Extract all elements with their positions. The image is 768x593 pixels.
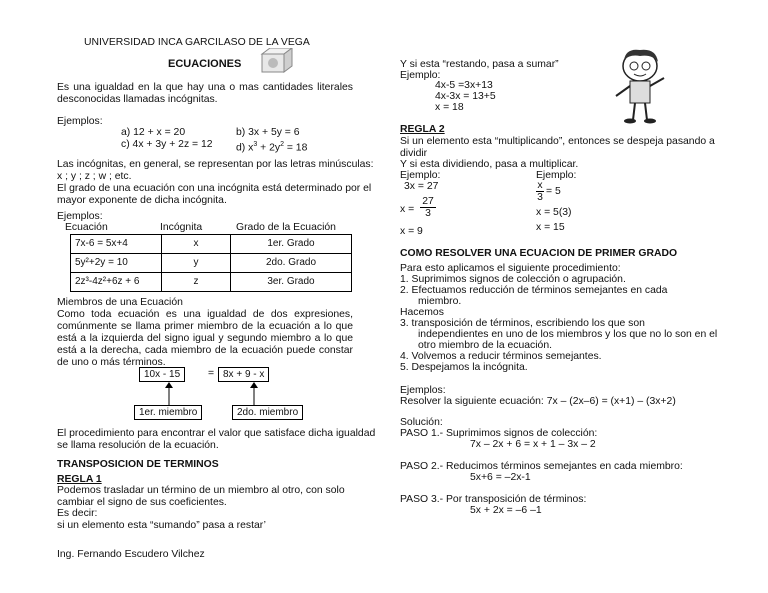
table-row bbox=[71, 235, 352, 254]
resolucion-line-1: El procedimiento para encontrar el valor que satisface dicha igualdad bbox=[57, 428, 376, 439]
example-b: b) 3x + 5y = 6 bbox=[236, 127, 300, 138]
example-d: d) $x^3 + 2y^2 = 18$ bbox=[236, 141, 308, 154]
step-5: 5. Despejamos la incógnita. bbox=[400, 362, 528, 373]
ejemplos2-label: Ejemplos: bbox=[57, 211, 103, 222]
regla2-eq-b2: x = 5(3) bbox=[536, 207, 572, 218]
fraction-numerator: x bbox=[537, 180, 543, 191]
second-member-box: 8x + 9 - x bbox=[218, 367, 269, 382]
col-header-incognita: Incógnita bbox=[160, 222, 203, 233]
regla1-cont-line-1: Y si esta “restando, pasa a sumar” bbox=[400, 59, 559, 70]
step-2-line-1: 2. Efectuamos reducción de términos semejantes en cada bbox=[400, 285, 668, 296]
intro-paragraph: Es una igualdad en la que hay una o mas cantidades literales desconocidas llamadas incógnitas. bbox=[57, 82, 353, 105]
section-title-ecuaciones: ECUACIONES bbox=[168, 58, 242, 70]
regla1-eq-3: x = 18 bbox=[435, 102, 464, 113]
miembros-paragraph: Como toda ecuación es una igualdad de dos expresiones, comúnmente se llama primer miembro de la ecuación a lo que está a la izquierda del signo igual y segundo miembro a lo que está a la derecha, cada miembro de la ecuación puede constar de uno o más términos. bbox=[57, 309, 353, 368]
paso-1-eq: 7x – 2x + 6 = x + 1 – 3x – 2 bbox=[470, 439, 596, 450]
step-3-line-2: independientes en uno de los miembros y los que no lo son en el bbox=[418, 329, 718, 340]
equals-sign: = bbox=[208, 368, 215, 379]
cell-grado: 1er. Grado bbox=[231, 235, 352, 254]
regla2-eq-b1-fraction bbox=[536, 180, 544, 203]
cell-incognita: y bbox=[162, 254, 231, 273]
col-header-ecuacion: Ecuación bbox=[65, 222, 108, 233]
regla2-title: REGLA 2 bbox=[400, 124, 445, 135]
step-1: 1. Suprimimos signos de colección o agrupación. bbox=[400, 274, 626, 285]
regla1-title: REGLA 1 bbox=[57, 474, 102, 485]
miembros-title: Miembros de una Ecuación bbox=[57, 297, 183, 308]
regla1-eq-1: 4x-5 =3x+13 bbox=[435, 80, 493, 91]
regla2-line-2: dividir bbox=[400, 148, 428, 159]
cell-ecuacion: 7x-6 = 5x+4 bbox=[71, 235, 162, 254]
fraction-denominator: 3 bbox=[425, 208, 431, 219]
ecuaciones-illustration bbox=[258, 48, 294, 78]
regla2-line-3: Y si esta dividiendo, pasa a multiplicar. bbox=[400, 159, 579, 170]
cell-ecuacion: 2z³-4z²+6z + 6 bbox=[71, 273, 162, 292]
regla1-eq-2: 4x-3x = 13+5 bbox=[435, 91, 496, 102]
first-member-box: 10x - 15 bbox=[139, 367, 185, 382]
cartoon-student-illustration bbox=[606, 48, 676, 124]
paso-2-eq: 5x+6 = –2x-1 bbox=[470, 472, 531, 483]
fraction-denominator: 3 bbox=[537, 192, 543, 203]
como-resolver-title: COMO RESOLVER UNA ECUACION DE PRIMER GRADO bbox=[400, 248, 678, 259]
regla1-line-4: si un elemento esta “sumando” pasa a restar’ bbox=[57, 520, 266, 531]
regla2-eq-a3: x = 9 bbox=[400, 226, 423, 237]
grado-table bbox=[70, 234, 352, 292]
regla2-eq-b1-rhs: = 5 bbox=[546, 186, 561, 197]
regla2-ejemplo-b-label: Ejemplo: bbox=[536, 170, 577, 181]
solucion-label: Solución: bbox=[400, 417, 443, 428]
table-row bbox=[71, 254, 352, 273]
paso-1: PASO 1.- Suprimimos signos de colección: bbox=[400, 428, 598, 439]
page-header: UNIVERSIDAD INCA GARCILASO DE LA VEGA bbox=[84, 37, 310, 48]
regla1-ejemplo-label: Ejemplo: bbox=[400, 70, 441, 81]
cell-grado: 2do. Grado bbox=[231, 254, 352, 273]
regla2-eq-a1: 3x = 27 bbox=[404, 181, 439, 192]
paso-3-eq: 5x + 2x = –6 –1 bbox=[470, 505, 542, 516]
step-3-line-3: otro miembro de la ecuación. bbox=[418, 340, 552, 351]
cell-grado: 3er. Grado bbox=[231, 273, 352, 292]
second-member-label: 2do. miembro bbox=[232, 405, 303, 420]
step-2-line-2: miembro. bbox=[418, 296, 462, 307]
incognitas-line-2: x ; y ; z ; w ; etc. bbox=[57, 171, 132, 182]
incognitas-line-1: Las incógnitas, en general, se representan por las letras minúsculas: bbox=[57, 159, 374, 170]
step-4: 4. Volvemos a reducir términos semejantes. bbox=[400, 351, 602, 362]
example-a: a) 12 + x = 20 bbox=[121, 127, 186, 138]
regla2-eq-a2-lhs: x = bbox=[400, 204, 415, 215]
hacemos-label: Hacemos bbox=[400, 307, 444, 318]
regla1-line-3: Es decir: bbox=[57, 508, 98, 519]
step-3-line-1: 3. transposición de términos, escribiendo los que son bbox=[400, 318, 645, 329]
example-c: c) 4x + 3y + 2z = 12 bbox=[121, 139, 213, 150]
table-row bbox=[71, 273, 352, 292]
incognitas-line-3: El grado de una ecuación con una incógnita está determinado por el bbox=[57, 183, 372, 194]
ejemplo-ecuacion: Resolver la siguiente ecuación: 7x – (2x–6) = (x+1) – (3x+2) bbox=[400, 396, 676, 407]
col-header-grado: Grado de la Ecuación bbox=[236, 222, 336, 233]
cell-incognita: x bbox=[162, 235, 231, 254]
regla2-ejemplo-a-label: Ejemplo: bbox=[400, 170, 441, 181]
regla2-line-1: Si un elemento esta “multiplicando”, entonces se despeja pasando a bbox=[400, 136, 715, 147]
paso-3: PASO 3.- Por transposición de términos: bbox=[400, 494, 587, 505]
regla1-line-1: Podemos trasladar un término de un miembro al otro, con solo bbox=[57, 485, 345, 496]
cell-ecuacion: 5y²+2y = 10 bbox=[71, 254, 162, 273]
como-intro: Para esto aplicamos el siguiente procedimiento: bbox=[400, 263, 621, 274]
fraction-numerator: 27 bbox=[420, 196, 436, 208]
resolucion-line-2: se llama resolución de la ecuación. bbox=[57, 440, 219, 451]
member-arrows bbox=[140, 382, 280, 406]
ejemplos-label: Ejemplos: bbox=[57, 116, 103, 127]
regla2-eq-b3: x = 15 bbox=[536, 222, 565, 233]
paso-2: PASO 2.- Reducimos términos semejantes en cada miembro: bbox=[400, 461, 683, 472]
regla1-line-2: cambiar el signo de sus coeficientes. bbox=[57, 497, 227, 508]
first-member-label: 1er. miembro bbox=[134, 405, 202, 420]
ejemplos3-label: Ejemplos: bbox=[400, 385, 446, 396]
transposicion-title: TRANSPOSICION DE TERMINOS bbox=[57, 459, 219, 470]
cell-incognita: z bbox=[162, 273, 231, 292]
page-footer: Ing. Fernando Escudero Vilchez bbox=[57, 549, 205, 560]
regla2-eq-a2-fraction bbox=[420, 196, 436, 219]
incognitas-line-4: mayor exponente de dicha incógnita. bbox=[57, 195, 227, 206]
